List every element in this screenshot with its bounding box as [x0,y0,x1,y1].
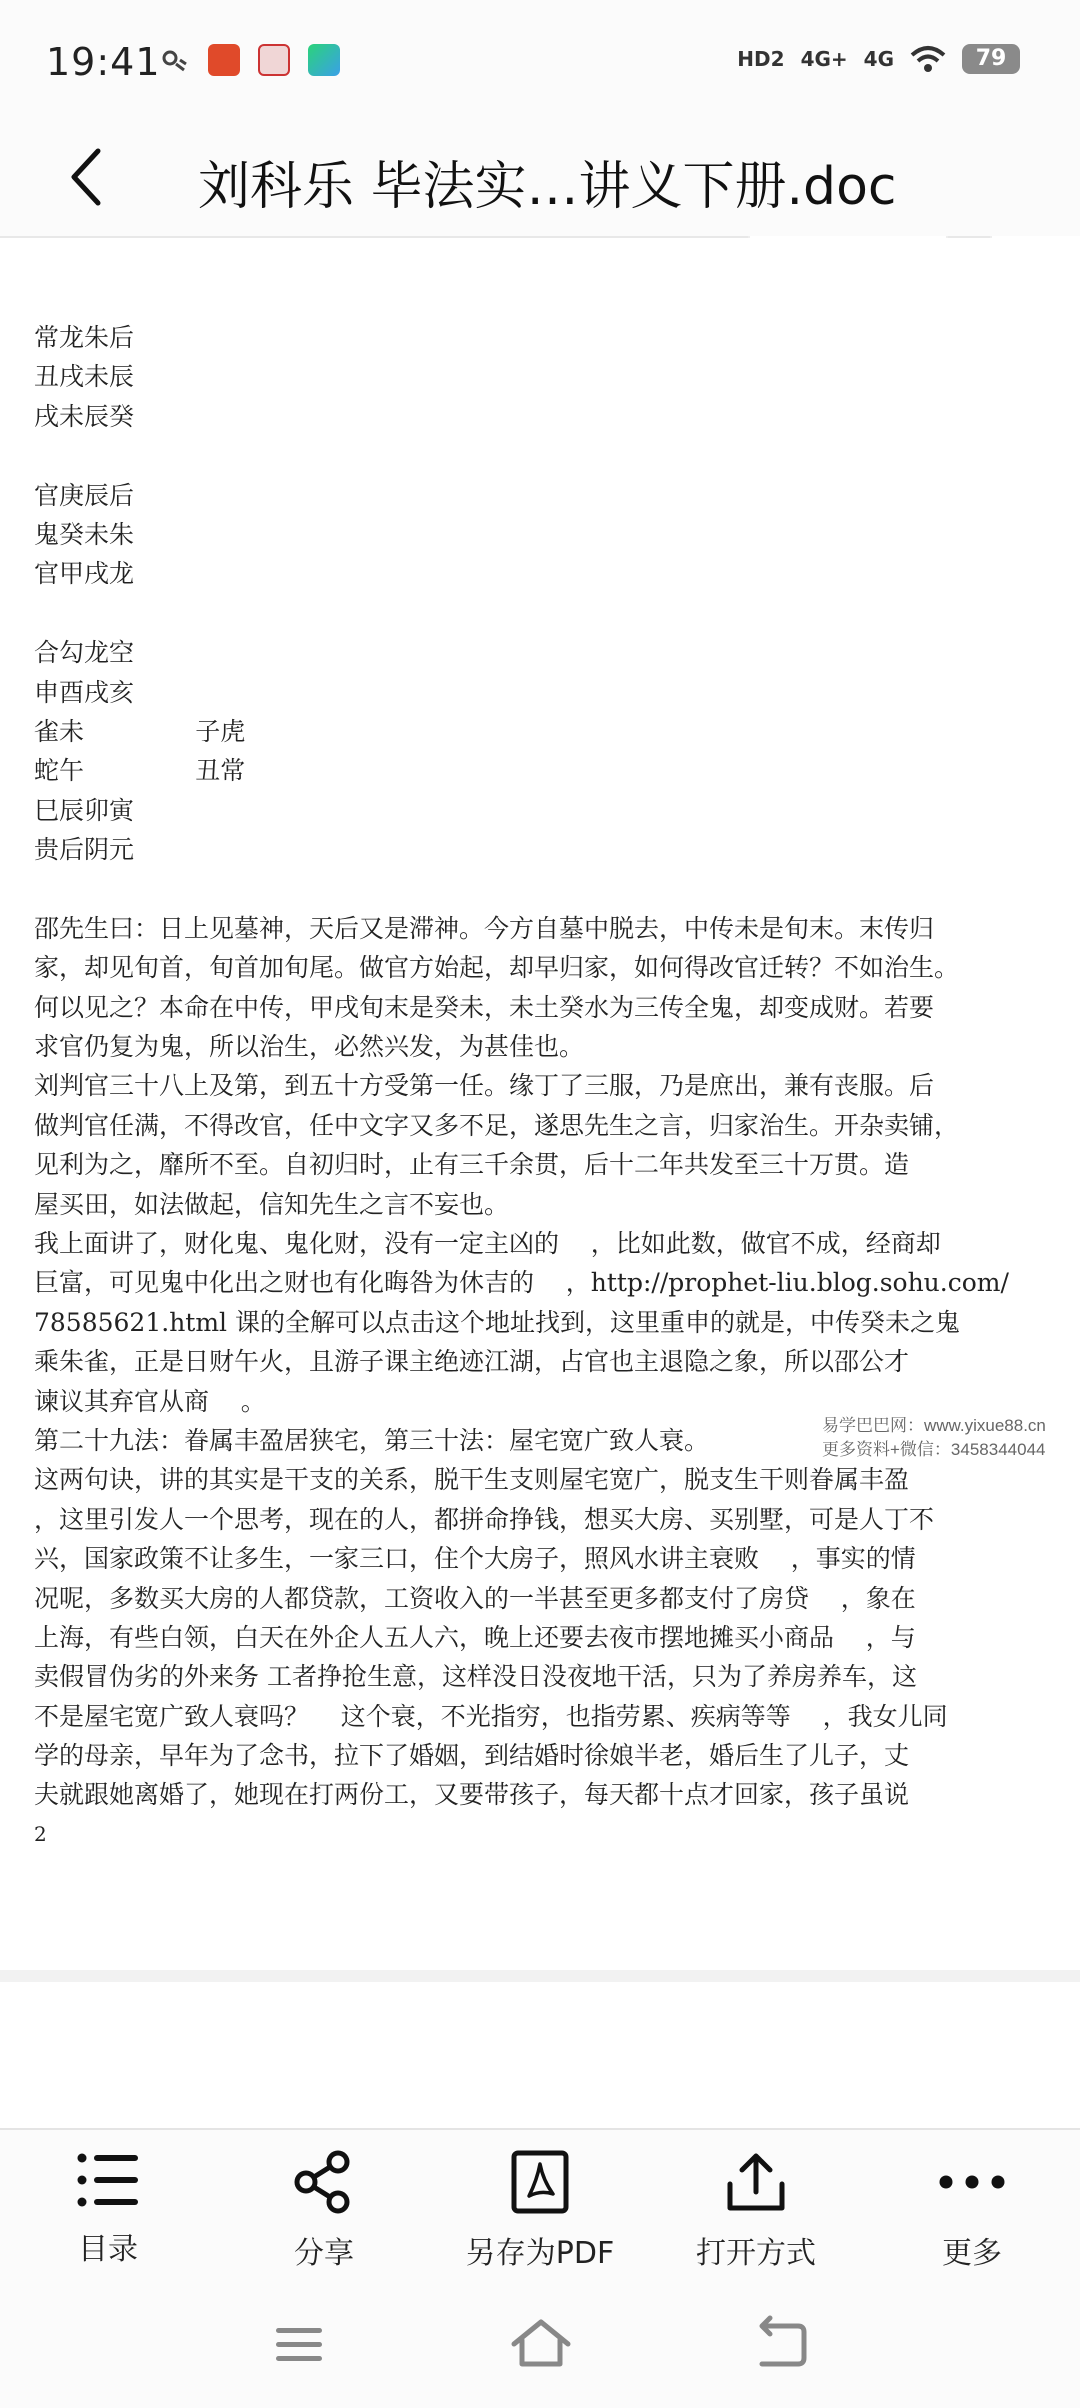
body-line: 见利为之，靡所不至。自初归时，止有三千余贯，后十二年共发至三十万贯。造 [34,1150,910,1180]
body-line: 78585621.html 课的全解可以点击这个地址找到，这里重申的就是，中传癸未之鬼 [34,1307,960,1337]
open-with-button[interactable] [656,2150,856,2270]
system-nav-bar [0,2278,1080,2408]
body-line: 家，却见旬首，旬首加旬尾。做官方始起，却早归家，如何得改官迁转？不如治生。 [34,953,960,983]
body-line: 学的母亲，早年为了念书，拉下了婚姻，到结婚时徐娘半老，婚后生了儿子，丈 [34,1741,910,1771]
body-line: 我上面讲了，财化鬼、鬼化财，没有一定主凶的 ，比如此数，做官不成，经商却 [34,1228,941,1258]
body-line: 不是屋宅宽广致人衰吗？ 这个衰，不光指穷，也指劳累、疾病等等 ，我女儿同 [34,1701,948,1731]
app-icon-pink [258,44,290,76]
more-button[interactable] [872,2150,1072,2270]
page-separator [0,1970,1080,1982]
more-dots-icon [937,2150,1007,2214]
doc-line: 戌未辰癸 [34,401,135,431]
back-nav-icon [746,2314,816,2374]
body-line: ，这里引发人一个思考，现在的人，都拼命挣钱，想买大房、买别墅，可是人丁不 [34,1504,935,1534]
doc-line: 贵后阴元 [34,835,135,865]
status-right [737,44,1020,74]
toc-button[interactable] [8,2150,208,2270]
app-icon-green [308,44,340,76]
status-bar [0,0,1080,120]
share-label: 分享 [294,2236,354,2271]
body-line: 况呢，多数买大房的人都贷款，工资收入的一半甚至更多都支付了房贷 ，象在 [34,1583,916,1613]
home-button[interactable] [506,2314,576,2374]
status-time: 19:41 [46,40,161,84]
body-line: 这两句诀，讲的其实是干支的关系，脱干生支则屋宅宽广，脱支生干则眷属丰盈 [34,1465,910,1495]
body-line: 刘判官三十八上及第，到五十方受第一任。缘丁了三服，乃是庶出，兼有丧服。后 [34,1071,935,1101]
link-icon [160,45,190,75]
doc-line: 合勾龙空 [34,638,135,668]
body-line: 上海，有些白领，白天在外企人五人六，晚上还要去夜市摆地摊买小商品 ，与 [34,1622,916,1652]
doc-line: 官甲戌龙 [34,559,135,589]
spacer [34,869,1034,908]
back-arrow-icon [66,147,106,207]
document-title: 刘科乐 毕法实…讲义下册.doc [198,157,897,217]
body-line: 做判官任满，不得改官，任中文字又多不足，遂思先生之言，归家治生。开杂卖铺， [34,1110,960,1140]
open-with-label: 打开方式 [696,2236,816,2271]
doc-line: 丑戌未辰 [34,362,135,392]
back-button[interactable] [56,142,116,212]
hd-signal: HD2 [737,47,785,71]
notification-icons [160,44,340,76]
share-icon [292,2150,356,2214]
body-line: 夫就跟她离婚了，她现在打两份工，又要带孩子，每天都十点才回家，孩子虽说 [34,1780,910,1810]
body-line: 何以见之？本命在中传，甲戌旬末是癸未，未土癸水为三传全鬼，却变成财。若要 [34,992,935,1022]
doc-line: 官庚辰后 [34,480,135,510]
wifi-icon [910,45,946,73]
share-button[interactable] [224,2150,424,2270]
list-icon [76,2150,140,2210]
spacer [34,594,1034,633]
page-number: 2 [34,1821,47,1846]
signal-4g: 4G [863,47,894,71]
body-line: 乘朱雀，正是日财午火，且游子课主绝迹江湖，占官也主退隐之象，所以邵公才 [34,1347,910,1377]
body-line: 屋买田，如法做起，信知先生之言不妄也。 [34,1189,510,1219]
body-line: 谏议其弃官从商 。 [34,1386,266,1416]
menu-icon [264,2314,334,2374]
body-line: 卖假冒伪劣的外来务 工者挣抢生意，这样没日没夜地干活，只为了养房养车，这 [34,1662,917,1692]
signal-4g-plus: 4G+ [800,47,848,71]
doc-line: 申酉戌亥 [34,677,135,707]
pdf-icon [511,2150,569,2214]
doc-line: 巳辰卯寅 [34,795,135,825]
body-line: 邵先生曰：日上见墓神，天后又是滞神。今方自墓中脱去，中传未是旬末。末传归 [34,913,935,943]
upload-icon [724,2150,788,2214]
home-icon [506,2314,576,2374]
toc-label: 目录 [78,2232,138,2267]
spacer [34,436,1034,475]
watermark [822,1414,1046,1462]
save-as-pdf-label: 另存为PDF [465,2236,615,2271]
doc-line: 雀未 子虎 [34,716,246,746]
body-line: 兴，国家政策不让多生，一家三口，住个大房子，照风水讲主衰败 ，事实的情 [34,1544,916,1574]
doc-line: 鬼癸未朱 [34,519,135,549]
recents-button[interactable] [264,2314,334,2374]
document-page [34,318,1034,1854]
doc-line: 蛇午 丑常 [34,756,246,786]
body-line: 求官仍复为鬼，所以治生，必然兴发，为甚佳也。 [34,1032,585,1062]
app-icon-red [208,44,240,76]
body-line: 巨富，可见鬼中化出之财也有化晦咎为休吉的 ，http://prophet-liu.blog.sohu.com/ [34,1268,1009,1298]
watermark-line: 易学巴巴网：www.yixue88.cn [822,1416,1046,1435]
bottom-toolbar [0,2128,1080,2280]
battery-indicator: 79 [962,44,1020,74]
more-label: 更多 [942,2236,1002,2271]
watermark-line: 更多资料+微信：3458344044 [822,1440,1046,1459]
doc-line: 常龙朱后 [34,323,135,352]
back-nav-button[interactable] [746,2314,816,2374]
document-viewer[interactable] [0,238,1080,1968]
body-line: 第二十九法：眷属丰盈居狭宅，第三十法：屋宅宽广致人衰。 [34,1425,710,1455]
title-bar [0,120,1080,238]
save-as-pdf-button[interactable] [440,2150,640,2270]
